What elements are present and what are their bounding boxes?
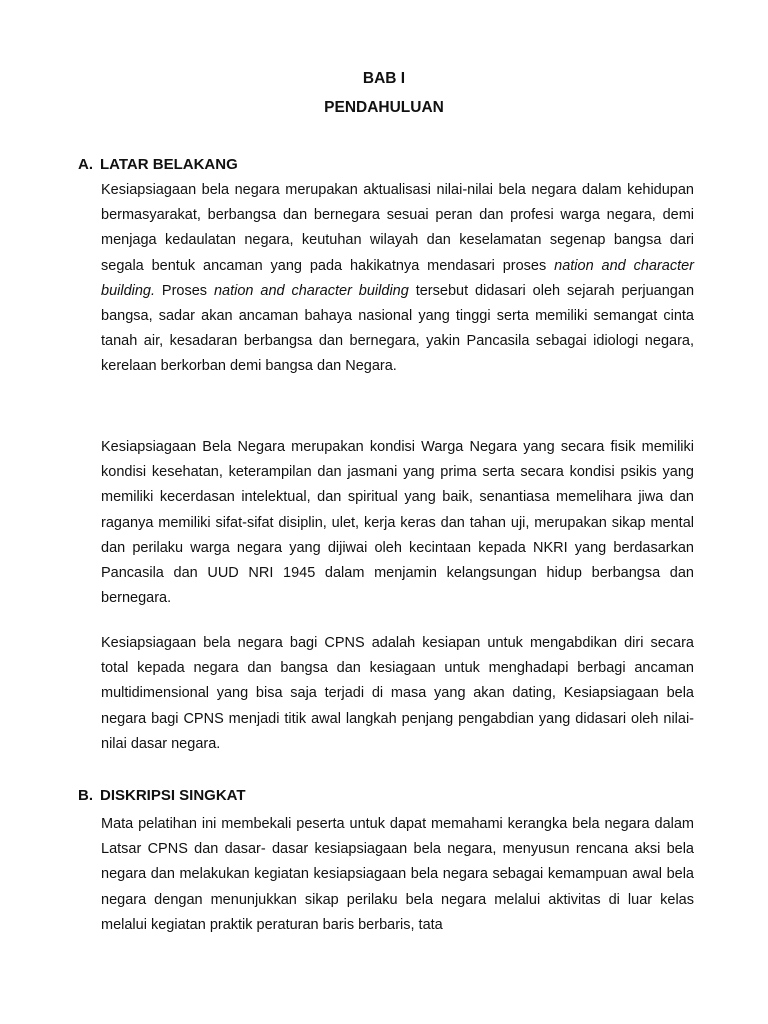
- p1-italic-1: nation and character building.: [101, 257, 695, 299]
- section-a-paragraph-3: Kesiapsiagaan bela negara bagi CPNS adalah kesiapan untuk mengabdikan diri secara total kepada negara dan bangsa dan kesiagaan untuk menghadapi berbagi ancaman multidimensional yang bisa saja terjadi di masa yang akan dating, Kesiapsiagaan bela negara bagi CPNS menjadi titik awal langkah penjang pengabdian yang didasari oleh nilai-nilai dasar negara.: [101, 635, 694, 752]
- p1-text-3: tersebut didasari oleh sejarah perjuangan bangsa, sadar akan ancaman bahaya nasional yang tinggi serta memiliki semangat cinta tanah air, kesadaran berbangsa dan bernegara, yakin Pancasila sebagai idiologi negara, kerelaan berkorban demi bangsa dan Negara.: [101, 282, 695, 375]
- section-b-paragraph-1: Mata pelatihan ini membekali peserta untuk dapat memahami kerangka bela negara dalam Latsar CPNS dan dasar- dasar kesiapsiagaan bela negara, menyusun rencana aksi bela negara dan melakukan kegiatan kesiapsiagaan bela negara sebagai kemampuan awal bela negara dengan menunjukkan sikap perilaku bela negara melalui aktivitas di luar kelas melalui kegiatan praktik peraturan baris berbaris, tata: [101, 816, 694, 933]
- chapter-title: PENDAHULUAN: [324, 99, 444, 116]
- section-b-title: DISKRIPSI SINGKAT: [100, 787, 246, 804]
- section-b-heading: [78, 787, 246, 804]
- chapter-number: BAB I: [362, 70, 406, 87]
- section-a-paragraph-1: [101, 178, 694, 380]
- section-a-title: LATAR BELAKANG: [100, 156, 238, 173]
- p1-italic-2: nation and character building: [213, 282, 409, 299]
- p1-text-1: Kesiapsiagaan bela negara merupakan aktualisasi nilai-nilai bela negara dalam kehidupan bermasyarakat, berbangsa dan bernegara sesuai peran dan profesi warga negara, demi menjaga kedaulatan negara, keutuhan wilayah dan keselamatan segenap bangsa dari segala bentuk ancaman yang pada hakikatnya mendasari proses: [101, 182, 694, 274]
- section-b-letter: B.: [78, 787, 93, 804]
- section-a-letter: A.: [78, 156, 93, 173]
- section-a-paragraph-2: Kesiapsiagaan Bela Negara merupakan kondisi Warga Negara yang secara fisik memiliki kondisi kesehatan, keterampilan dan jasmani yang prima serta secara kondisi psikis yang memiliki kecerdasan intelektual, dan spiritual yang baik, senantiasa memelihara jiwa dan raganya memiliki sifat-sifat disiplin, ulet, kerja keras dan tahan uji, merupakan sikap mental dan perilaku warga negara yang dijiwai oleh kecintaan kepada NKRI yang berdasarkan Pancasila dan UUD NRI 1945 dalam menjamin kelangsungan hidup berbangsa dan bernegara.: [101, 439, 694, 607]
- section-a-heading: [78, 156, 238, 173]
- p1-text-2: Proses: [161, 282, 208, 299]
